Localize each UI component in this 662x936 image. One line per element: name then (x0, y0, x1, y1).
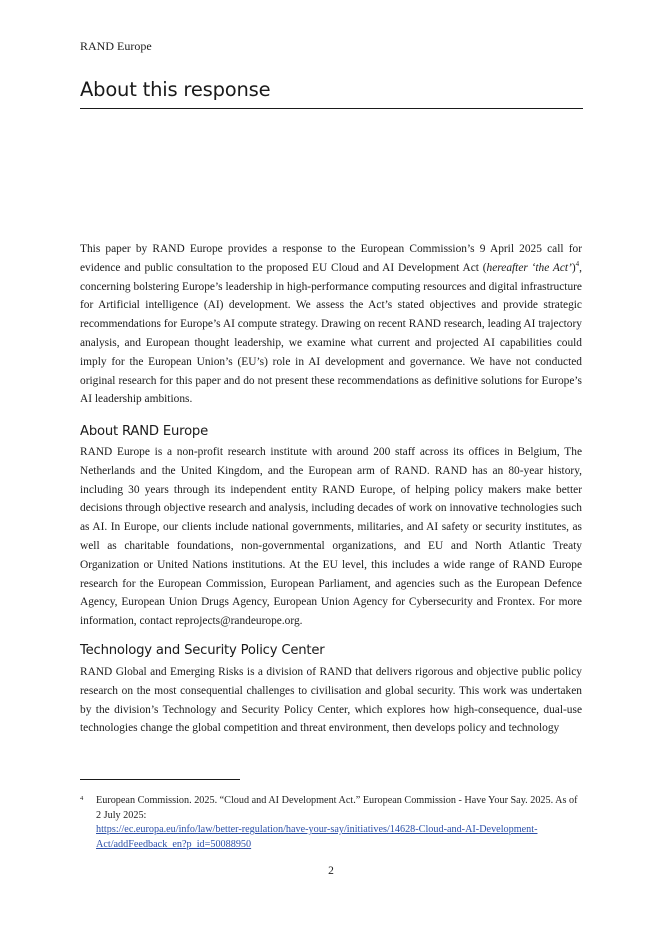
intro-text-rest: , concerning bolstering Europe’s leadership in high-performance computing resources and digital infrastructure for Artificial intelligence (AI) development. We assess the Act’s stated objectives and provide strategic recommendations for Europe’s AI compute strategy. Drawing on recent RAND research, leading AI trajectory analysis, and European thought leadership, we examine what current and projected AI capabilities could imply for the European Union’s (EU’s) role in AI development and governance. We have not conducted original research for this paper and do not present these recommendations as definitive solutions for Europe’s AI leadership ambitions. (80, 261, 583, 406)
intro-text-close: ) (571, 261, 576, 274)
footnote-mark: 4 (80, 795, 84, 802)
page-number: 2 (328, 865, 334, 877)
running-header: RAND Europe (80, 39, 152, 53)
footnote-rule (80, 779, 240, 780)
section-body-technology-security: RAND Global and Emerging Risks is a division of RAND that delivers rigorous and objective public policy research on the most consequential challenges to civilisation and global security. This work was undertaken by the division’s Technology and Security Policy Center, which explores how high-consequence, dual-use technologies change the global competition and threat environment, then develops policy and technology (80, 666, 582, 735)
title-rule (80, 108, 583, 109)
footnote-reference[interactable]: 4 (575, 260, 580, 268)
intro-text-start: This paper by RAND Europe provides a response to the European Commission’s 9 April 2025 call for evidence and public consultation to the proposed EU Cloud and AI Development Act ( (80, 243, 582, 274)
section-body-about-rand-europe: RAND Europe is a non-profit research institute with around 200 staff across its offices in Belgium, The Netherlands and the United Kingdom, and the European arm of RAND. RAND has an 80-year history, including 30 years through its independent entity RAND Europe, of helping policy makers make better decisions through objective research and analysis, including decades of work on innovative technologies such as AI. In Europe, our clients include national governments, militaries, and AI safety or security institutes, as well as charitable foundations, non-governmental organizations, and EU and North Atlantic Treaty Organization or United Nations institutions. At the EU level, this includes a wide range of RAND Europe research for the European Commission, European Parliament, and agencies such as the European Defence Agency, European Union Drugs Agency, European Union Agency for Cybersecurity and Frontex. For more information, contact reprojects@randeurope.org. (80, 446, 582, 628)
section-heading-technology-security: Technology and Security Policy Center (80, 643, 325, 658)
footnote-body (96, 794, 580, 852)
intro-paragraph (80, 240, 582, 409)
footnote (80, 794, 580, 852)
intro-emphasis: hereafter ‘the Act’ (486, 261, 572, 274)
footnote-link[interactable]: https://ec.europa.eu/info/law/better-regulation/have-your-say/initiatives/14628-Cloud-and-AI-Development-Act/addFeedback_en?p_id=50088950 (96, 824, 538, 850)
section-heading-about-rand-europe: About RAND Europe (80, 424, 209, 439)
chapter-title: About this response (80, 78, 271, 101)
footnote-text: European Commission. 2025. “Cloud and AI Development Act.” European Commission - Have Your Say. 2025. As of 2 July 2025: (96, 795, 578, 821)
